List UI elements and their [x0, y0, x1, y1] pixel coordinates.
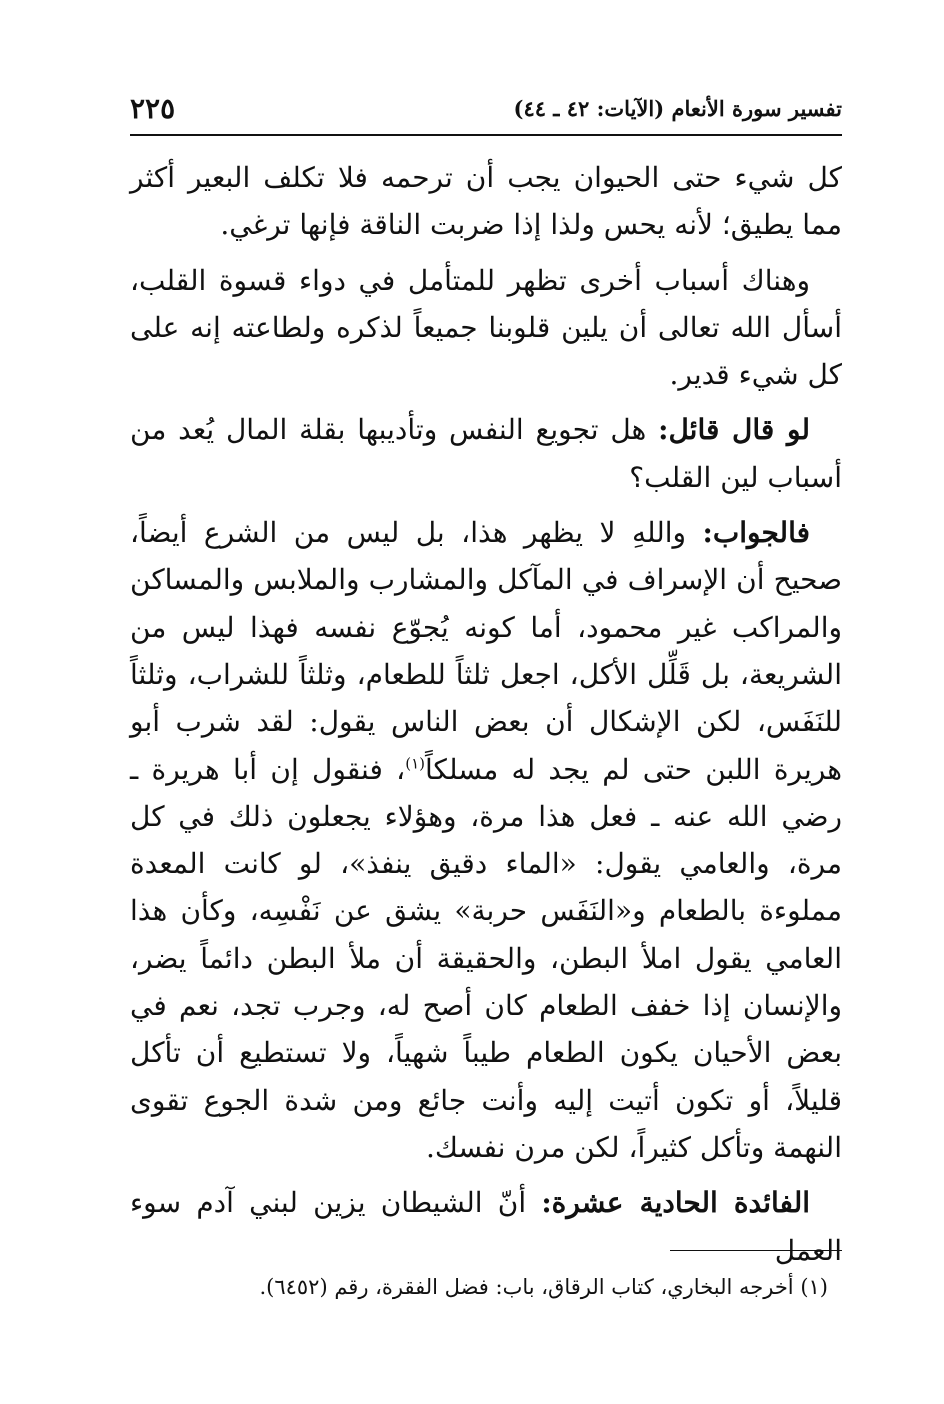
paragraph-2 [130, 257, 842, 399]
question-lead: لو قال قائل: [658, 413, 810, 447]
header-rule [130, 134, 842, 136]
answer-lead: فالجواب: [702, 516, 811, 550]
running-title: تفسير سورة الأنعام (الآيات: ٤٢ ـ ٤٤) [513, 95, 842, 121]
footnote-1: (١) أخرجه البخاري، كتاب الرقاق، باب: فضل الفقرة، رقم (٦٤٥٢). [259, 1275, 828, 1299]
question-text: هل تجويع النفس وتأديبها بقلة المال يُعد من أسباب لين القلب؟ [130, 413, 842, 494]
benefit-11-lead: الفائدة الحادية عشرة: [541, 1186, 810, 1220]
body-text [130, 154, 842, 1274]
page-number: ٢٢٥ [130, 91, 176, 125]
paragraph-answer [130, 509, 842, 1171]
paragraph-question [130, 406, 842, 501]
answer-text-part-1: واللهِ لا يظهر هذا، بل ليس من الشرع أيضاً، صحيح أن الإسراف في المآكل والمشارب والملابس والمساكن والمراكب غير محمود، أما كونه يُجوّع نفسه فهذا ليس من الشريعة، بل قَلِّل الأكل، اجعل ثلثاً للطعام، وثلثاً للشراب، وثلثاً للنَفَس، لكن الإشكال أن بعض الناس يقول: لقد شرب أبو هريرة اللبن حتى لم يجد له مسلكاً [130, 516, 842, 786]
answer-text-part-2: ، فنقول إن أبا هريرة ـ رضي الله عنه ـ فعل هذا مرة، وهؤلاء يجعلون ذلك في كل مرة، والعامي يقول: «الماء دقيق ينفذ»، لو كانت المعدة مملوءة بالطعام و«النَفَس حربة» يشق عن نَفْسِه، وكأن هذا العامي يقول املأ البطن، والحقيقة أن ملأ البطن دائماً يضر، والإنسان إذا خفف الطعام كان أصح له، وجرب تجد، نعم في بعض الأحيان يكون الطعام طيباً شهياً، ولا تستطيع أن تأكل قليلاً، أو تكون أتيت إليه وأنت جائع ومن شدة الجوع تقوى النهمة وتأكل كثيراً، لكن مرن نفسك. [130, 752, 842, 1164]
paragraph-2-text: وهناك أسباب أخرى تظهر للمتأمل في دواء قسوة القلب، أسأل الله تعالى أن يلين قلوبنا جميعاً لذكره ولطاعته إنه على كل شيء قدير. [130, 263, 842, 392]
running-header [130, 88, 842, 128]
paragraph-benefit-11 [130, 1179, 842, 1274]
footnote-reference[interactable]: (١) [405, 754, 425, 773]
benefit-11-text: أنّ الشيطان يزين لبني آدم سوء العمل [130, 1186, 842, 1267]
paragraph-1-text: كل شيء حتى الحيوان يجب أن ترحمه فلا تكلف البعير أكثر مما يطيق؛ لأنه يحس ولذا إذا ضربت الناقة فإنها ترغي. [130, 161, 843, 242]
page [130, 88, 842, 1282]
paragraph-1 [130, 154, 842, 249]
footnote-separator [670, 1250, 842, 1251]
